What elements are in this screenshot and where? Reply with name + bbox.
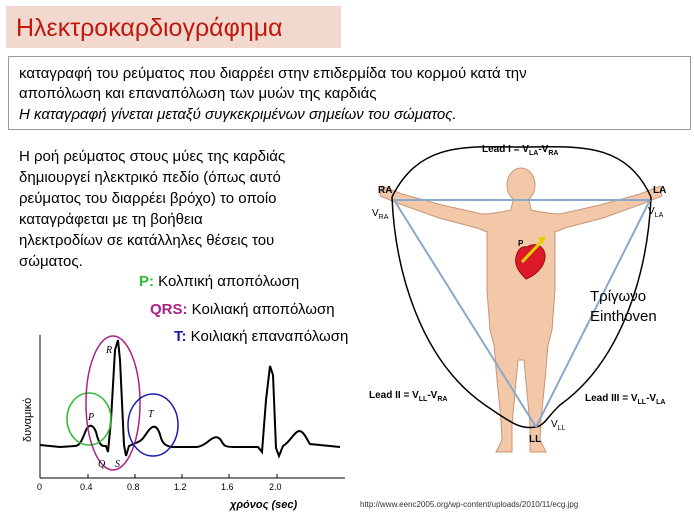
ecg-point-q: Q bbox=[98, 459, 106, 470]
definition-line-2: αποπόλωση και επαναπόλωση των μυών της καρδιάς bbox=[19, 85, 377, 102]
electrode-la-label: LA bbox=[653, 185, 667, 196]
wave-text-t: Κοιλιακή επαναπόλωση bbox=[190, 328, 349, 345]
description-line: δημιουργεί ηλεκτρικό πεδίο (όπως αυτό bbox=[19, 169, 281, 186]
page-title: Ηλεκτροκαρδιογράφημα bbox=[16, 14, 283, 42]
tick-label: 0.4 bbox=[80, 482, 93, 492]
tick-label: 1.6 bbox=[221, 482, 234, 492]
wave-key-t: T: bbox=[174, 328, 187, 345]
tick-label: 0 bbox=[37, 482, 43, 492]
ecg-trace bbox=[40, 340, 340, 456]
description-line: ηλεκτροδίων σε κατάλληλες θέσεις του bbox=[19, 232, 275, 249]
ecg-x-label: χρόνος (sec) bbox=[230, 499, 298, 511]
description-line: σώματος. bbox=[19, 253, 83, 270]
tick-label: 0.8 bbox=[127, 482, 140, 492]
lead-iii-label: Lead III = $V_{LL}-V_{LA}$ bbox=[585, 393, 666, 406]
einthoven-triangle-title-2: Einthoven bbox=[590, 308, 657, 325]
source-url: http://www.eenc2005.org/wp-content/uploads/2010/11/ecg.jpg bbox=[360, 500, 579, 509]
ecg-y-label: δυναμικό bbox=[22, 397, 34, 442]
voltage-ll-label: $V_{LL}$ bbox=[551, 419, 566, 432]
description-line: Η ροή ρεύματος στους μύες της καρδιάς bbox=[19, 148, 286, 165]
voltage-ra-label: $V_{RA}$ bbox=[372, 208, 389, 221]
lead-i-label: Lead $I = V_{LA}-V_{RA}$ bbox=[482, 144, 559, 157]
wave-text-p: Κολπική αποπόλωση bbox=[158, 273, 300, 290]
ecg-ticks bbox=[40, 474, 277, 478]
description-line: καταγράφεται με τη βοήθεια bbox=[19, 211, 203, 228]
ecg-point-s: S bbox=[115, 459, 120, 470]
ecg-point-p: P bbox=[88, 412, 95, 423]
ecg-point-r: R bbox=[106, 345, 113, 356]
einthoven-triangle-title-1: Τρίγωνο bbox=[590, 288, 647, 305]
wave-key-qrs: QRS: bbox=[150, 301, 188, 318]
tick-label: 2.0 bbox=[269, 482, 282, 492]
tick-label: 1.2 bbox=[174, 482, 187, 492]
wave-key-p: P: bbox=[139, 273, 154, 290]
qrs-complex-marker bbox=[86, 336, 140, 470]
ecg-plot bbox=[22, 335, 345, 511]
description-line: ρεύματος του διαρρέει βρόχο) το οποίο bbox=[19, 190, 277, 207]
heart-p-label: P bbox=[518, 239, 524, 248]
voltage-la-label: $V_{LA}$ bbox=[648, 206, 664, 219]
electrode-ra-label: RA bbox=[378, 185, 393, 196]
definition-line-3: Η καταγραφή γίνεται μεταξύ συγκεκριμένων σημείων του σώματος. bbox=[19, 106, 457, 123]
wave-text-qrs: Κοιλιακή αποπόλωση bbox=[191, 301, 335, 318]
electrode-ll-label: LL bbox=[529, 434, 542, 445]
definition-line-1: καταγραφή του ρεύματος που διαρρέει στην επιδερμίδα του κορμού κατά την bbox=[19, 65, 527, 82]
lead-ii-label: Lead II = $V_{LL}-V_{RA}$ bbox=[369, 390, 448, 403]
t-wave-marker bbox=[128, 394, 178, 456]
head bbox=[507, 168, 535, 202]
ecg-point-t: T bbox=[148, 409, 154, 420]
